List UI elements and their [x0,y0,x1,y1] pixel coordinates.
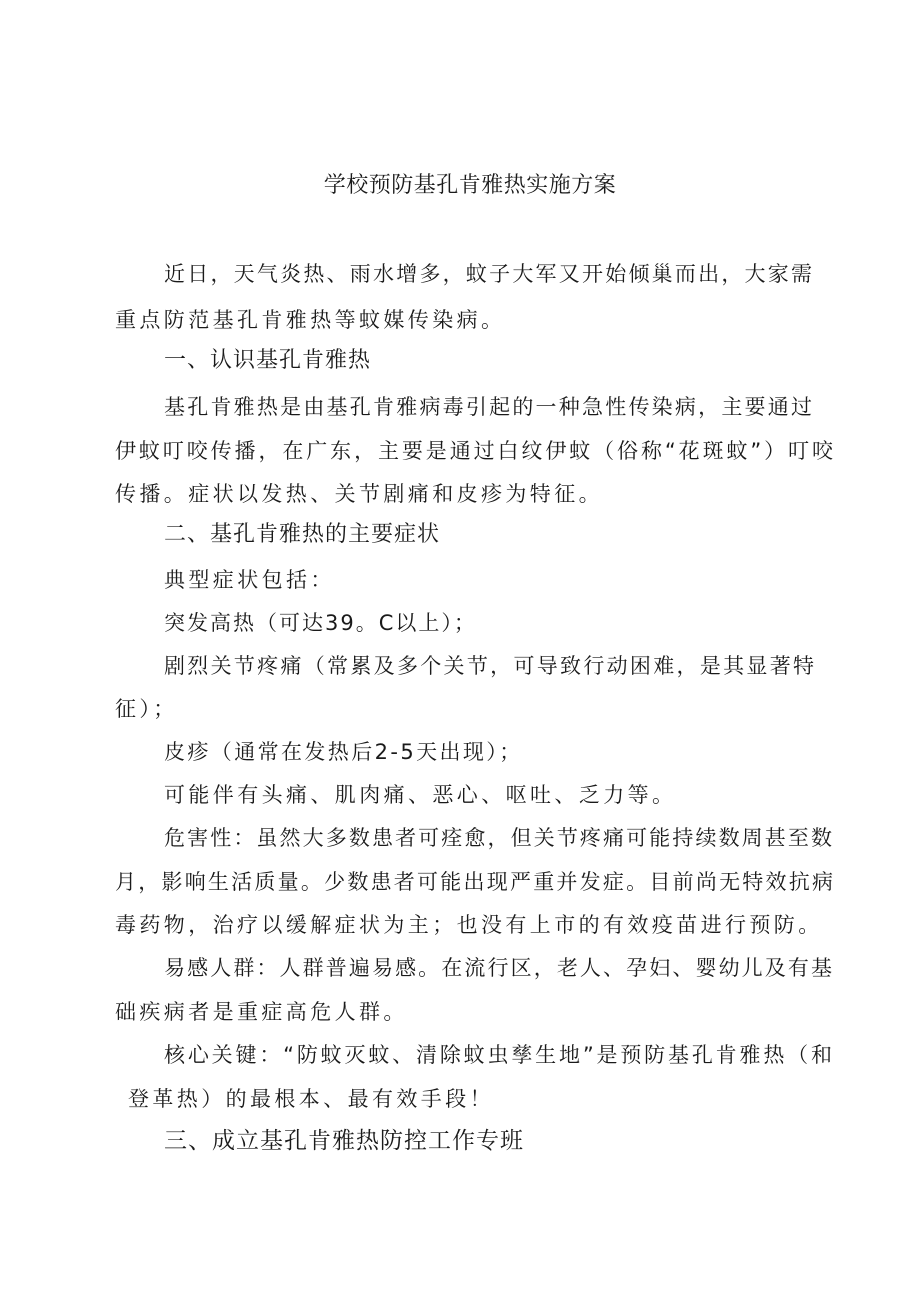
paragraph-line: 易感人群：人群普遍易感。在流行区，老人、孕妇、婴幼儿及有基 [164,956,832,980]
paragraph-line: 突发高热（可达39。C以上）； [164,611,477,635]
paragraph-line: 近日，天气炎热、雨水增多，蚊子大军又开始倾巢而出，大家需 [164,262,812,286]
paragraph-line: 登革热）的最根本、最有效手段！ [128,1087,494,1111]
document-title: 学校预防基孔肯雅热实施方案 [323,173,617,198]
paragraph-line: 可能伴有头痛、肌肉痛、恶心、呕吐、乏力等。 [164,783,677,807]
paragraph-line: 皮疹（通常在发热后2-5天出现）； [164,740,523,764]
paragraph-line: 重点防范基孔肯雅热等蚊媒传染病。 [115,308,506,332]
paragraph-line: 危害性：虽然大多数患者可痊愈，但关节疼痛可能持续数周甚至数 [164,826,832,850]
section-heading: 三、成立基孔肯雅热防控工作专班 [164,1128,524,1154]
paragraph-line: 核心关键：“防蚊灭蚊、清除蚊虫孳生地”是预防基孔肯雅热（和 [164,1043,832,1067]
section-heading: 二、基孔肯雅热的主要症状 [164,522,441,547]
paragraph-line: 典型症状包括： [164,568,335,592]
paragraph-line: 传播。症状以发热、关节剧痛和皮疹为特征。 [115,482,603,506]
section-heading: 一、认识基孔肯雅热 [164,348,372,373]
paragraph-line: 月，影响生活质量。少数患者可能出现严重并发症。目前尚无特效抗病 [115,870,833,894]
paragraph-line: 础疾病者是重症高危人群。 [115,1000,408,1024]
paragraph-line: 剧烈关节疼痛（常累及多个关节，可导致行动困难，是其显著特 [164,654,814,678]
paragraph-line: 基孔肯雅热是由基孔肯雅病毒引起的一种急性传染病，主要通过 [164,395,812,419]
paragraph-line: 征）； [115,697,178,721]
paragraph-line: 伊蚊叮咬传播，在广东，主要是通过白纹伊蚊（俗称“花斑蚊”）叮咬 [115,439,833,463]
paragraph-line: 毒药物，治疗以缓解症状为主；也没有上市的有效疫苗进行预防。 [115,913,823,937]
